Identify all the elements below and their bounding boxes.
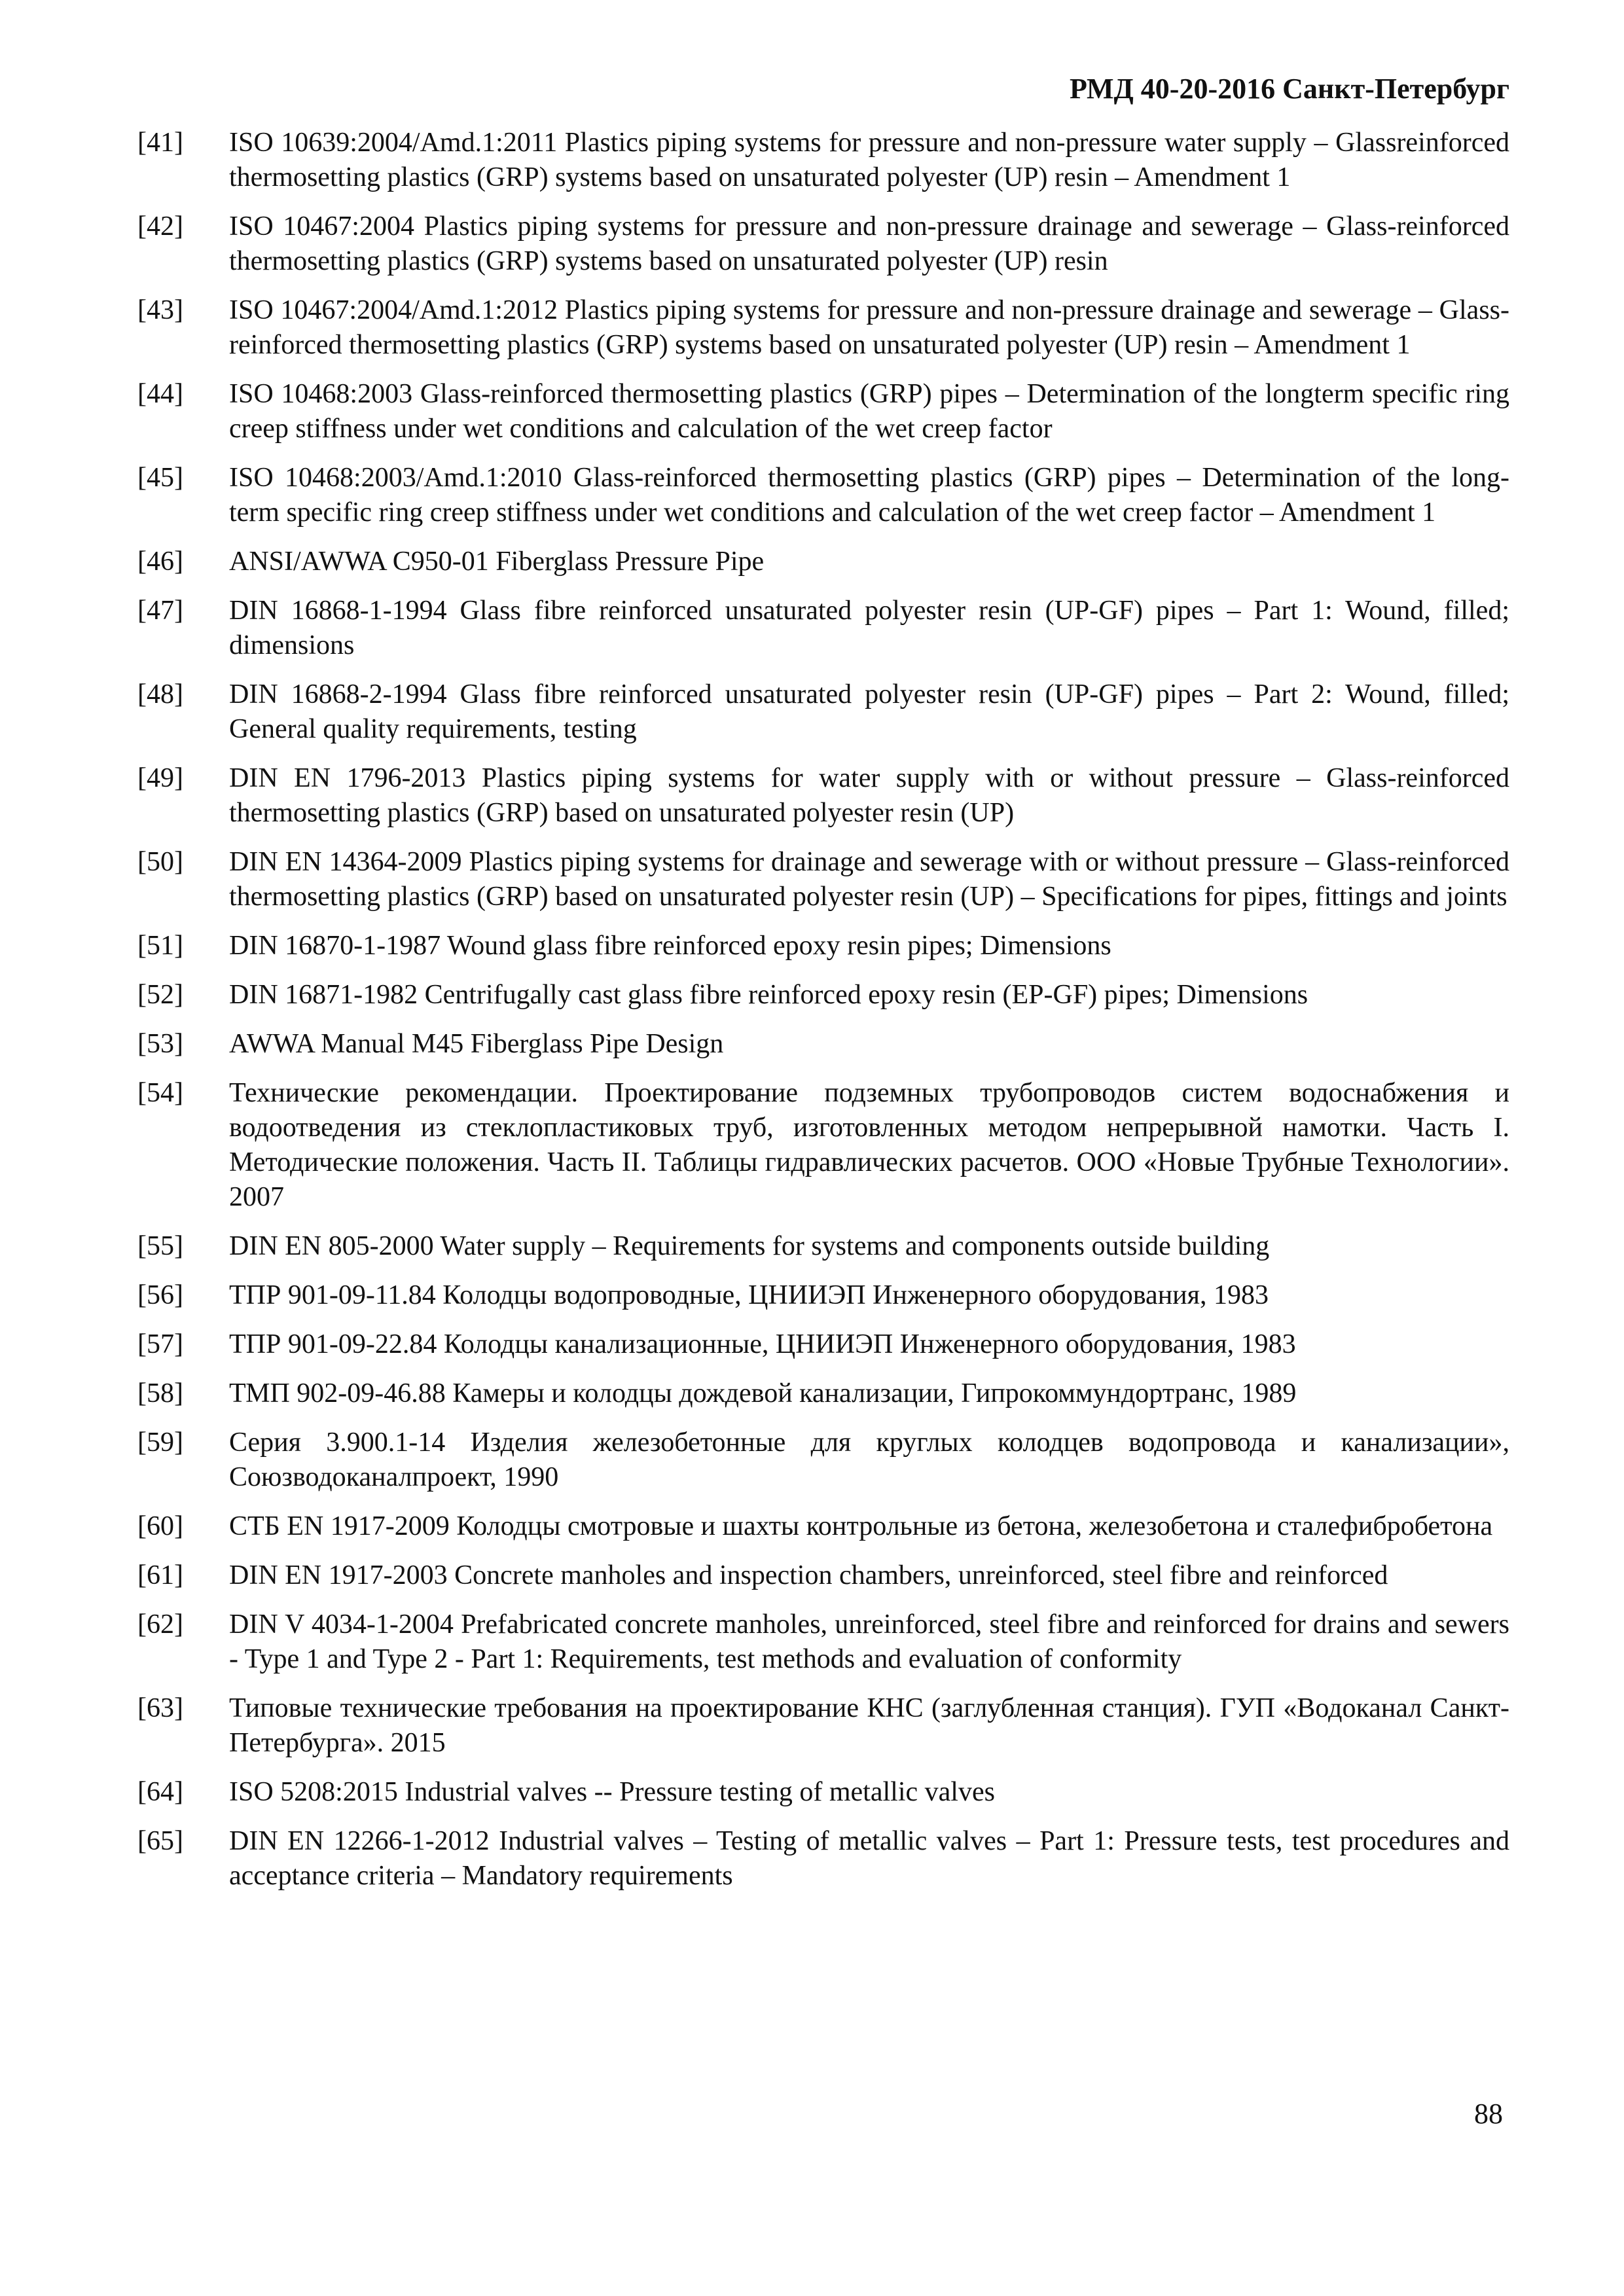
- reference-number: [59]: [137, 1427, 183, 1458]
- reference-text: ТПР 901-09-11.84 Колодцы водопроводные, ЦНИИЭП Инженерного оборудования, 1983: [229, 1280, 1269, 1310]
- page-number: 88: [1474, 2098, 1503, 2130]
- reference-number: [52]: [137, 980, 183, 1010]
- reference-text: DIN EN 12266-1-2012 Industrial valves – Testing of metallic valves – Part 1: Pressure tests, test procedures and acceptance criteria – Mandatory requirements: [229, 1826, 1509, 1891]
- reference-item: [137, 929, 1509, 963]
- reference-number: [43]: [137, 295, 183, 325]
- reference-text: Типовые технические требования на проектирование КНС (заглубленная станция). ГУП «Водоканал Санкт-Петербурга». 2015: [229, 1693, 1509, 1758]
- reference-item: [137, 293, 1509, 363]
- reference-number: [53]: [137, 1029, 183, 1059]
- reference-item: [137, 1509, 1509, 1544]
- reference-number: [61]: [137, 1560, 183, 1590]
- reference-text: ANSI/AWWA C950-01 Fiberglass Pressure Pipe: [229, 547, 765, 577]
- reference-number: [55]: [137, 1231, 183, 1261]
- reference-text: DIN 16868-1-1994 Glass fibre reinforced unsaturated polyester resin (UP-GF) pipes – Part 1: Wound, filled; dimensions: [229, 596, 1509, 660]
- reference-number: [60]: [137, 1511, 183, 1541]
- reference-number: [65]: [137, 1826, 183, 1856]
- reference-item: [137, 377, 1509, 446]
- reference-number: [58]: [137, 1378, 183, 1408]
- reference-number: [49]: [137, 763, 183, 793]
- reference-text: ISO 10468:2003 Glass-reinforced thermosetting plastics (GRP) pipes – Determination of the longterm specific ring creep stiffness under wet conditions and calculation of the wet creep factor: [229, 379, 1509, 444]
- reference-text: Технические рекомендации. Проектирование подземных трубопроводов систем водоснабжения и водоотведения из стеклопластиковых труб, изготовленных методом непрерывной намотки. Часть I. Методические положения. Часть II. Таблицы гидравлических расчетов. ООО «Новые Трубные Технологии». 2007: [229, 1078, 1509, 1212]
- reference-item: [137, 1229, 1509, 1264]
- reference-item: [137, 1376, 1509, 1411]
- reference-number: [63]: [137, 1693, 183, 1723]
- reference-item: [137, 209, 1509, 279]
- reference-text: ТМП 902-09-46.88 Камеры и колодцы дождевой канализации, Гипрокоммундортранс, 1989: [229, 1378, 1297, 1408]
- reference-text: DIN 16871-1982 Centrifugally cast glass fibre reinforced epoxy resin (EP-GF) pipes; Dimensions: [229, 980, 1308, 1010]
- reference-number: [62]: [137, 1609, 183, 1640]
- reference-text: DIN EN 1796-2013 Plastics piping systems for water supply with or without pressure – Glass-reinforced thermosetting plastics (GRP) based on unsaturated polyester resin (UP): [229, 763, 1509, 828]
- reference-item: [137, 126, 1509, 195]
- reference-text: DIN 16868-2-1994 Glass fibre reinforced unsaturated polyester resin (UP-GF) pipes – Part 2: Wound, filled; General quality requirements, testing: [229, 679, 1509, 744]
- reference-item: [137, 845, 1509, 914]
- reference-number: [50]: [137, 847, 183, 877]
- reference-text: ISO 10639:2004/Amd.1:2011 Plastics piping systems for pressure and non-pressure water supply – Glassreinforced thermosetting plastics (GRP) systems based on unsaturated polyester (UP) resin – Amendment 1: [229, 128, 1509, 192]
- reference-number: [44]: [137, 379, 183, 409]
- reference-number: [47]: [137, 596, 183, 626]
- reference-item: [137, 1691, 1509, 1761]
- reference-text: DIN EN 14364-2009 Plastics piping systems for drainage and sewerage with or without pressure – Glass-reinforced thermosetting plastics (GRP) based on unsaturated polyester resin (UP) – Specifications for pipes, fittings and joints: [229, 847, 1509, 912]
- reference-text: ISO 5208:2015 Industrial valves -- Pressure testing of metallic valves: [229, 1777, 995, 1807]
- reference-item: [137, 978, 1509, 1013]
- reference-item: [137, 761, 1509, 831]
- reference-item: [137, 1824, 1509, 1893]
- reference-text: DIN V 4034-1-2004 Prefabricated concrete manholes, unreinforced, steel fibre and reinforced for drains and sewers - Type 1 and Type 2 - Part 1: Requirements, test methods and evaluation of conformity: [229, 1609, 1509, 1674]
- reference-item: [137, 1426, 1509, 1495]
- reference-text: DIN EN 1917-2003 Concrete manholes and inspection chambers, unreinforced, steel fibre and reinforced: [229, 1560, 1388, 1590]
- reference-item: [137, 461, 1509, 530]
- reference-number: [46]: [137, 547, 183, 577]
- reference-list: [137, 126, 1509, 1908]
- reference-item: [137, 1607, 1509, 1677]
- reference-number: [41]: [137, 128, 183, 158]
- reference-item: [137, 1327, 1509, 1362]
- reference-item: [137, 594, 1509, 663]
- reference-item: [137, 1076, 1509, 1215]
- reference-text: AWWA Manual M45 Fiberglass Pipe Design: [229, 1029, 724, 1059]
- reference-text: ISO 10468:2003/Amd.1:2010 Glass-reinforced thermosetting plastics (GRP) pipes – Determination of the long-term specific ring creep stiffness under wet conditions and calculation of the wet creep factor – Amendment 1: [229, 463, 1509, 528]
- reference-number: [48]: [137, 679, 183, 709]
- reference-text: Серия 3.900.1-14 Изделия железобетонные для круглых колодцев водопровода и канализации», Союзводоканалпроект, 1990: [229, 1427, 1509, 1492]
- reference-number: [56]: [137, 1280, 183, 1310]
- reference-number: [51]: [137, 931, 183, 961]
- reference-text: DIN EN 805-2000 Water supply – Requirements for systems and components outside building: [229, 1231, 1270, 1261]
- reference-text: DIN 16870-1-1987 Wound glass fibre reinforced epoxy resin pipes; Dimensions: [229, 931, 1111, 961]
- reference-item: [137, 677, 1509, 747]
- reference-number: [57]: [137, 1329, 183, 1359]
- reference-text: ISO 10467:2004/Amd.1:2012 Plastics piping systems for pressure and non-pressure drainage and sewerage – Glass-reinforced thermosetting plastics (GRP) systems based on unsaturated polyester (UP) resin – Amendment 1: [229, 295, 1509, 360]
- reference-item: [137, 545, 1509, 579]
- reference-text: СТБ EN 1917-2009 Колодцы смотровые и шахты контрольные из бетона, железобетона и сталефибробетона: [229, 1511, 1493, 1541]
- reference-number: [54]: [137, 1078, 183, 1108]
- page-header: РМД 40-20-2016 Санкт-Петербург: [1069, 73, 1509, 105]
- reference-number: [64]: [137, 1777, 183, 1807]
- reference-number: [42]: [137, 211, 183, 242]
- reference-item: [137, 1027, 1509, 1062]
- reference-number: [45]: [137, 463, 183, 493]
- reference-item: [137, 1278, 1509, 1313]
- reference-text: ISO 10467:2004 Plastics piping systems for pressure and non-pressure drainage and sewerage – Glass-reinforced thermosetting plastics (GRP) systems based on unsaturated polyester (UP) resin: [229, 211, 1509, 276]
- reference-text: ТПР 901-09-22.84 Колодцы канализационные, ЦНИИЭП Инженерного оборудования, 1983: [229, 1329, 1296, 1359]
- reference-item: [137, 1558, 1509, 1593]
- reference-item: [137, 1775, 1509, 1810]
